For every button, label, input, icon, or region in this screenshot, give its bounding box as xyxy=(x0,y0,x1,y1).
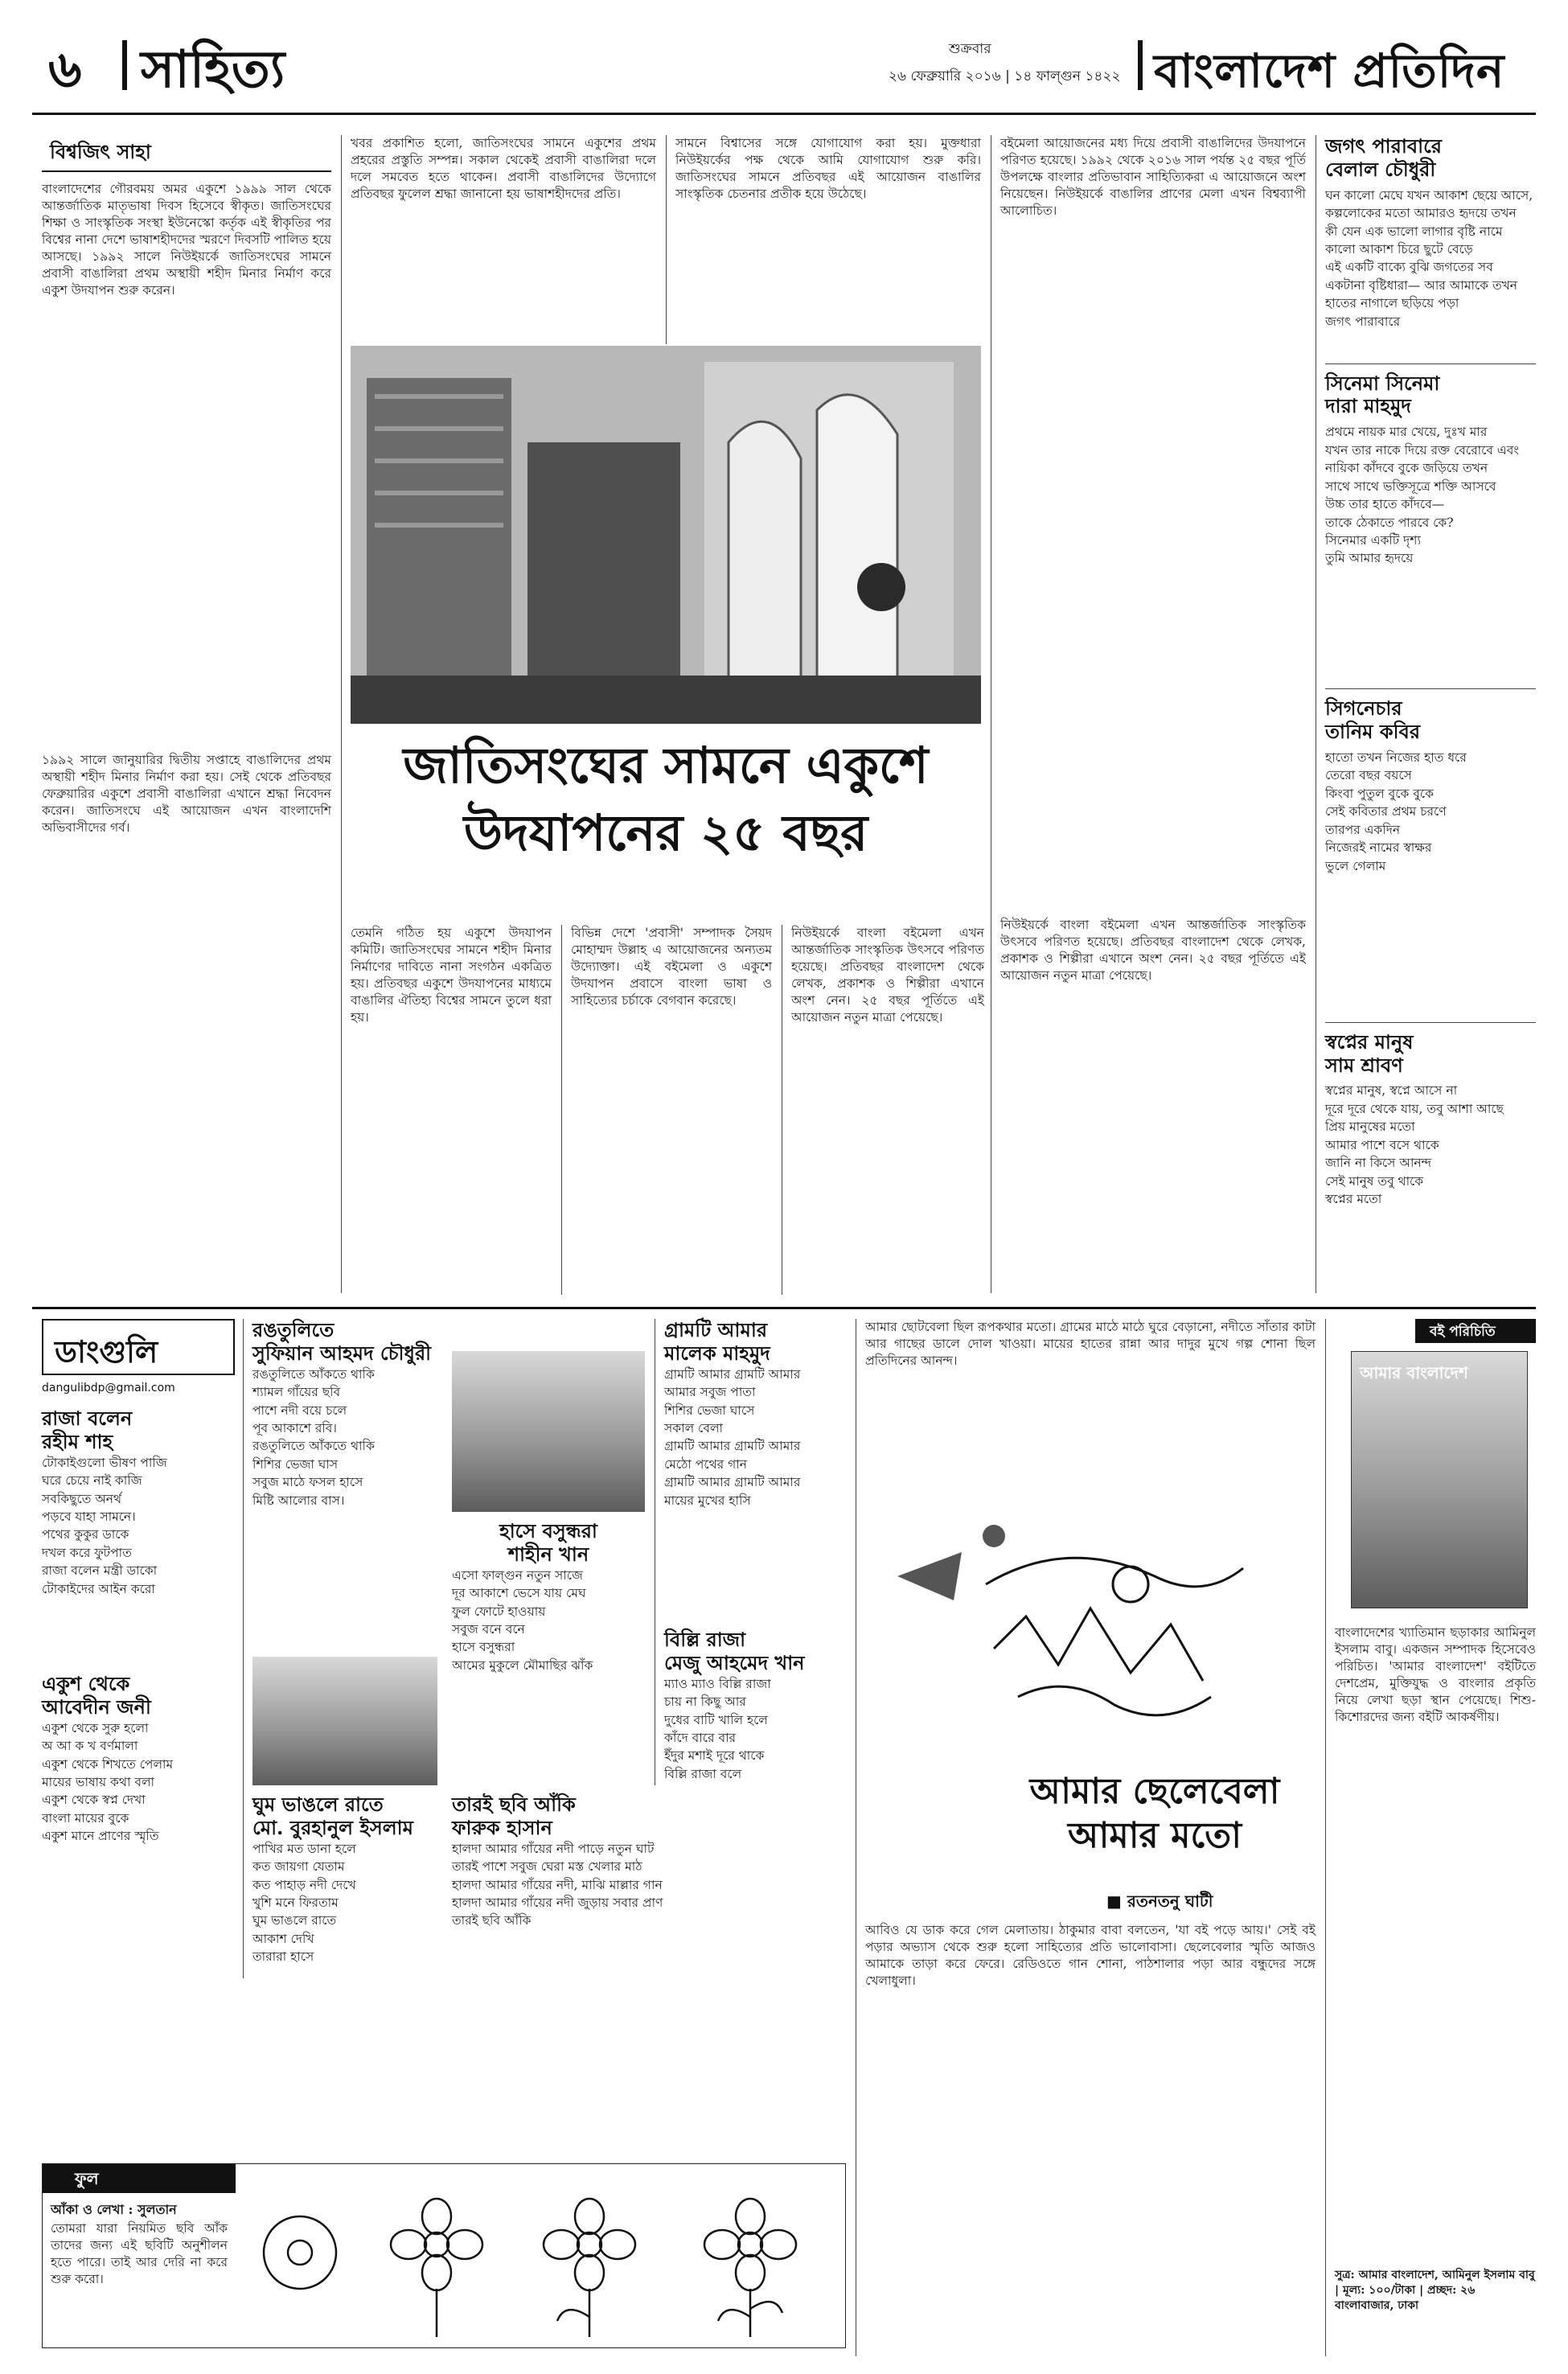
drawing-box xyxy=(42,2163,846,2348)
memoir-title-line1: আমার ছেলেবেলা xyxy=(1029,1771,1280,1812)
lead-text-lower-c2: বিভিন্ন দেশে 'প্রবাসী' সম্পাদক সৈয়দ মোহাম্মদ উল্লাহ এ আয়োজনের অন্যতম উদ্যোক্তা। এই বইমেলা ও একুশে উদযাপন প্রবাসে বাংলা ভাষা ও সাহিত্যের চর্চাকে বেগবান করেছে। xyxy=(571,926,772,1008)
kids-poem-1-author: রহীম শাহ xyxy=(42,1429,113,1453)
memoir-text-upper: আমার ছোটবেলা ছিল রূপকথার মতো। গ্রামের মাঠে মাঠে ঘুরে বেড়ানো, নদীতে সাঁতার কাটা আর গাছের ডালে দোল খাওয়া। মায়ের হাতের রান্না আর দাদুর মুখে গল্প শোনা ছিল প্রতিদিনের আনন্দ। xyxy=(865,1320,1316,1369)
lead-text-lower-c3: নিউইয়র্কে বাংলা বইমেলা এখন আন্তর্জাতিক সাংস্কৃতিক উৎসবে পরিণত হয়েছে। প্রতিবছর বাংলাদেশ থেকে লেখক, প্রকাশক ও শিল্পীরা এখানে অংশ নেন। ২৫ বছর পূর্তিতে এই আয়োজন নতুন মাত্রা পেয়েছে। xyxy=(791,926,984,1025)
right-poem-column xyxy=(1325,135,1536,1293)
poem2-author: দারা মাহমুদ xyxy=(1325,394,1411,418)
kids-poem-5-author: মেজু আহমেদ খান xyxy=(664,1650,805,1674)
kids-poem-6-author: আবেদীন জনী xyxy=(42,1694,151,1719)
poem2-text: প্রথমে নায়ক মার খেয়ে, দুঃখ মার যখন তার নাকে দিয়ে রক্ত বেরোবে এবং নায়িকা কাঁদবে বুকে জড়িয়ে তখন সাথে সাথে ভক্তিসূত্রে শক্তি আসবে উচ্চ তার হাতে কাঁদবে— তাকে ঠেকাতে পারবে কে? সিনেমার একটি দৃশ্য তুমি আমার হৃদয়ে xyxy=(1325,425,1520,566)
children-logo xyxy=(42,1319,235,1375)
kids-poem-8-text: হালদা আমার গাঁয়ের নদী পাড়ে নতুন ঘাট তারই পাশে সবুজ ঘেরা মস্ত খেলার মাঠ হালদা আমার গাঁয়ের নদী, মাঝি মাল্লার গান হালদা আমার গাঁয়ের নদী জুড়ায় সবার প্রাণ তারই ছবি আঁকি xyxy=(452,1841,663,1928)
kids-poem-8 xyxy=(452,1793,838,1978)
book-review-label-box xyxy=(1415,1319,1536,1343)
poem3-text: হাতো তখন নিজের হাত ধরে তেরো বছর বয়সে কিংবা পুতুল বুকে বুকে সেই কবিতার প্রথম চরণে তারপর একদিন নিজেরই নামের স্বাক্ষর ভুলে গেলাম xyxy=(1325,750,1467,873)
poem1-author: বেলাল চৌধুরী xyxy=(1325,157,1436,181)
children-email: dangulibdp@gmail.com xyxy=(42,1382,175,1394)
memoir-title-line2: আমার মতো xyxy=(1068,1815,1242,1856)
un-photo-illustration xyxy=(351,346,981,724)
kids-poem-6 xyxy=(42,1673,227,1930)
page-number: ৬ xyxy=(48,39,82,100)
children-section-name: ডাংগুলি xyxy=(55,1333,158,1370)
kids-poem-5 xyxy=(664,1629,846,1797)
header-rule xyxy=(32,113,1536,115)
lead-text-col4-lower: নিউইয়র্কে বাংলা বইমেলা এখন আন্তর্জাতিক সাংস্কৃতিক উৎসবে পরিণত হয়েছে। প্রতিবছর বাংলাদেশ থেকে লেখক, প্রকাশক ও শিল্পীরা এখানে অংশ নেন। ২৫ বছর পূর্তিতে এই আয়োজন নতুন মাত্রা পেয়েছে। xyxy=(1000,918,1306,984)
book-review-section xyxy=(1335,1319,1536,2356)
kids-poem-7-author: মো. বুরহানুল ইসলাম xyxy=(252,1815,413,1839)
lead-text-col4: বইমেলা আয়োজনের মধ্য দিয়ে প্রবাসী বাঙালিদের উদযাপনে পরিণত হয়েছে। ১৯৯২ থেকে ২০১৬ সাল পর্যন্ত ২৫ বছর পূর্তি উপলক্ষে বাংলার প্রতিভাবান সাহিত্যিকরা এ আয়োজনে অংশ নিয়েছেন। নিউইয়র্কে বাঙালির প্রাণের মেলা এখন বিশ্বব্যাপী আলোচিত। xyxy=(1000,136,1306,219)
kids-poem-3-author: শাহীন খান xyxy=(507,1542,589,1566)
kids-poem-7-title: ঘুম ভাঙলে রাতে xyxy=(252,1793,384,1816)
section-title: সাহিত্য xyxy=(141,39,285,100)
lead-author: বিশ্বজিৎ সাহা xyxy=(50,140,151,163)
lead-text-lower-left: ১৯৯২ সালে জানুয়ারির দ্বিতীয় সপ্তাহে বাঙালিদের প্রথম অস্থায়ী শহীদ মিনার নির্মাণ করা হয়। সেই থেকে প্রতিবছর ফেব্রুয়ারির একুশে প্রবাসী বাঙালিরা এখানে শ্রদ্ধা নিবেদন করেন। জাতিসংঘে এই আয়োজন এখন বাংলাদেশি অভিবাসীদের গর্ব। xyxy=(42,753,331,836)
drawing-instructions: তোমরা যারা নিয়মিত ছবি আঁক তাদের জন্য এই ছবিটি অনুশীলন হতে পারে। তাই আর দেরি না করে শুরু করো। xyxy=(51,2221,228,2287)
book-review-text: বাংলাদেশের খ্যাতিমান ছড়াকার আমিনুল ইসলাম বাবু। একজন সম্পাদক হিসেবেও পরিচিত। 'আমার বাংলাদেশ' বইটিতে দেশপ্রেম, মুক্তিযুদ্ধ ও বাংলার প্রকৃতি নিয়ে লেখা ছড়া স্থান পেয়েছে। শিশু-কিশোরদের জন্য বইটি আকর্ষণীয়। xyxy=(1335,1625,1536,1725)
lead-byline-box xyxy=(42,135,331,172)
poem1-text: ঘন কালো মেঘে যখন আকাশ ছেয়ে আসে, কল্পলোকের মতো আমারও হৃদয়ে তখন কী যেন এক ভালো লাগার বৃষ্টি নামে কালো আকাশ চিরে ছুটে বেড়ে এই একটি বাক্যে বুঝি জগতের সব একটানা বৃষ্টিধারা— আর আমাকে তখন হাতের নাগালে ছড়িয়ে পড়া জগৎ পারাবারে xyxy=(1325,187,1533,329)
un-headquarters-photo xyxy=(351,346,981,724)
book-review-label: বই পরিচিতি xyxy=(1430,1324,1496,1340)
book-review-footer: সুত্র: আমার বাংলাদেশ, আমিনুল ইসলাম বাবু | মূল্য: ১০০/টাকা | প্রচ্ছদ: ২৬ বাংলাবাজার, ঢাকা xyxy=(1335,2269,1535,2312)
lead-headline-line2: উদযাপনের ২৫ বছর xyxy=(463,803,868,862)
poem1-title: জগৎ পারাবারে xyxy=(1325,134,1442,158)
kids-poem-1 xyxy=(42,1407,227,1649)
kids-poem-2-title: রঙতুলিতে xyxy=(252,1318,335,1341)
lead-text-col1: বাংলাদেশের গৌরবময় অমর একুশে ১৯৯৯ সাল থেকে আন্তর্জাতিক মাতৃভাষা দিবস হিসেবে স্বীকৃত। জাতিসংঘের শিক্ষা ও সাংস্কৃতিক সংস্থা ইউনেস্কো কর্তৃক এই স্বীকৃতির পর বিশ্বের নানা দেশে ভাষাশহীদদের স্মরণে দিবসটি পালিত হয়ে আসছে। ১৯৯২ সালে নিউইয়র্কে জাতিসংঘের সামনে প্রবাসী বাঙালিরা প্রথম অস্থায়ী শহীদ মিনার নির্মাণ করে একুশ উদযাপন শুরু করেন। xyxy=(42,182,331,298)
memoir-author-marker: ■ xyxy=(1106,1891,1127,1911)
lead-headline-line1: জাতিসংঘের সামনে একুশে xyxy=(403,736,929,795)
kids-poem-2-author: সুফিয়ান আহমদ চৌধুরী xyxy=(252,1341,432,1365)
kids-poem-3-title: হাসে বসুন্ধরা xyxy=(499,1519,597,1542)
memoir-title xyxy=(994,1769,1316,1882)
brand-divider xyxy=(1138,40,1143,90)
kids-poem-3 xyxy=(452,1520,645,1785)
poem3-author: তানিম কবির xyxy=(1325,719,1421,743)
lead-text-col2: খবর প্রকাশিত হলো, জাতিসংঘের সামনে একুশের প্রথম প্রহরের প্রস্তুতি সম্পন্ন। সকাল থেকেই প্রবাসী বাঙালিরা দলে দলে সমবেত হতে থাকেন। প্রবাসী বাঙালিদের উদ্যোগে প্রতিবছর ফুলেল শ্রদ্ধা জানানো হয় ভাষাশহীদদের প্রতি। xyxy=(351,136,656,202)
poem4-title: স্বপ্নের মানুষ xyxy=(1325,1029,1414,1054)
mid-page-rule xyxy=(32,1307,1536,1309)
kids-poem-4 xyxy=(664,1319,846,1624)
flower-drawing-steps xyxy=(252,2172,839,2341)
kids-poem-6-title: একুশ থেকে xyxy=(42,1672,130,1695)
book-cover-image xyxy=(1351,1351,1528,1608)
kids-poem-4-title: গ্রামটি আমার xyxy=(664,1318,768,1341)
kids-poem-5-title: বিল্লি রাজা xyxy=(664,1628,746,1651)
kids-poem-4-author: মালেক মাহমুদ xyxy=(664,1341,770,1365)
memoir-author xyxy=(1106,1890,1316,1916)
kids-poem-6-text: একুশ থেকে সুরু হলো অ আ ক খ বর্ণমালা একুশ থেকে শিখতে পেলাম মায়ের ভাষায় কথা বলা একুশ থেকে স্বপ্ন দেখা বাংলা মায়ের বুকে একুশ মানে প্রাণের স্মৃতি xyxy=(42,1720,174,1844)
kids-poem-1-title: রাজা বলেন xyxy=(42,1407,133,1430)
children-section xyxy=(42,1319,846,2356)
drawing-credit: আঁকা ও লেখা : সুলতান xyxy=(51,2202,177,2217)
drawing-label: ফুল xyxy=(75,2169,99,2188)
flower-photo xyxy=(252,1657,437,1785)
poem4-text: স্বপ্নের মানুষ, স্বপ্নে আসে না দূরে দূরে থেকে যায়, তবু আশা আছে প্রিয় মানুষের মতো আমার পাশে বসে থাকে জানি না কিসে আনন্দ সেই মানুষ তবু থাকে স্বপ্নের মতো xyxy=(1325,1083,1504,1207)
poem4-author: সাম শ্রাবণ xyxy=(1325,1053,1403,1077)
lead-text-col3: সামনে বিশ্বাসের সঙ্গে যোগাযোগ করা হয়। মুক্তধারা নিউইয়র্কের পক্ষ থেকে আমি যোগাযোগ শুরু করি। জাতিসংঘের সামনে প্রতিবছর এই আয়োজন বাঙালির সাংস্কৃতিক চেতনার প্রতীক হয়ে উঠেছে। xyxy=(675,136,981,202)
poem3-title: সিগনেচার xyxy=(1325,696,1402,721)
kids-poem-3-text: এসো ফাল্গুন নতুন সাজে দূর আকাশে ভেসে যায় মেঘ ফুল ফোটে হাওয়ায় সবুজ বনে বনে হাসে বসুন্ধরা আমের মুকুলে মৌমাছির ঝাঁক xyxy=(452,1567,593,1673)
page-header xyxy=(32,16,1536,105)
weekday: শুক্রবার xyxy=(949,41,991,57)
kids-poem-8-author: ফারুক হাসান xyxy=(452,1815,552,1839)
memoir-illustration xyxy=(865,1488,1316,1761)
memoir-author-name: রতনতনু ঘাটী xyxy=(1127,1891,1213,1911)
kids-poem-7 xyxy=(252,1793,437,1978)
kids-poem-5-text: ম্যাও ম্যাও বিল্লি রাজা চায় না কিছু আর দুধের বাটি খালি হলে কাঁদে বারে বার ইঁদুর মশাই দূরে থাকে বিল্লি রাজা বলে xyxy=(664,1676,771,1781)
header-divider xyxy=(122,40,127,90)
newspaper-logo: বাংলাদেশ প্রতিদিন xyxy=(1154,43,1505,98)
kids-poem-2-text: রঙতুলিতে আঁকতে থাকি শ্যামল গাঁয়ের ছবি পাশে নদী বয়ে চলে পূব আকাশে রবি। রঙতুলিতে আঁকতে থাকি শিশির ভেজা ঘাস সবুজ মাঠে ফসল হাসে মিষ্টি আলোর বাস। xyxy=(252,1366,375,1508)
lead-text-lower-c1: তেমনি গঠিত হয় একুশে উদযাপন কমিটি। জাতিসংঘের সামনে শহীদ মিনার নির্মাণের দাবিতে নানা সংগঠন একত্রিত হয়। প্রতিবছর একুশে উদযাপনের মাধ্যমে বাঙালির ঐতিহ্য বিশ্বের সামনে তুলে ধরা হয়। xyxy=(351,926,552,1025)
kids-poem-8-title: তারই ছবি আঁকি xyxy=(452,1793,576,1816)
drawing-box-label xyxy=(43,2164,236,2193)
lead-headline xyxy=(351,732,981,917)
child-with-leaves-photo xyxy=(452,1351,645,1512)
kids-poem-2 xyxy=(252,1319,437,1657)
book-cover-title: আমার বাংলাদেশ xyxy=(1360,1363,1468,1382)
kids-poem-1-text: টোকাইগুলো ভীষণ পাজি ঘরে চেয়ে নাই কাজি সবকিছুতে অনর্থ পড়বে যাহা সামনে। পথের কুকুর ডাকে দখল করে ফুটপাত রাজা বলেন মন্ত্রী ডাকো টোকাইদের আইন করো xyxy=(42,1455,167,1596)
issue-date: ২৬ ফেব্রুয়ারি ২০১৬ | ১৪ ফাল্গুন ১৪২২ xyxy=(889,68,1121,84)
poem2-title: সিনেমা সিনেমা xyxy=(1325,371,1440,395)
kids-poem-4-text: গ্রামটি আমার গ্রামটি আমার আমার সবুজ পাতা শিশির ভেজা ঘাসে সকাল বেলা গ্রামটি আমার গ্রামটি আমার মেঠো পথের গান গ্রামটি আমার গ্রামটি আমার মায়ের মুখের হাসি xyxy=(664,1366,801,1508)
memoir-text-lower: আবিও যে ডাক করে গেল মেলাতায়। ঠাকুমার বাবা বলতেন, 'যা বই পড়ে আয়।' সেই বই পড়ার অভ্যাস থেকে শুরু হলো সাহিত্যের প্রতি ভালোবাসা। ছেলেবেলার স্মৃতি আজও আমাকে তাড়া করে ফেরে। রেডিওতে গান শোনা, পাঠশালার পড়া আর বন্ধুদের সঙ্গে খেলাধুলা। xyxy=(865,1923,1316,1989)
kids-poem-7-text: পাখির মত ডানা হলে কত জায়গা যেতাম কত পাহাড় নদী দেখে খুশি মনে ফিরতাম ঘুম ভাঙলে রাতে আকাশ দেখি তারারা হাসে xyxy=(252,1841,356,1965)
memoir-section xyxy=(865,1319,1316,2356)
